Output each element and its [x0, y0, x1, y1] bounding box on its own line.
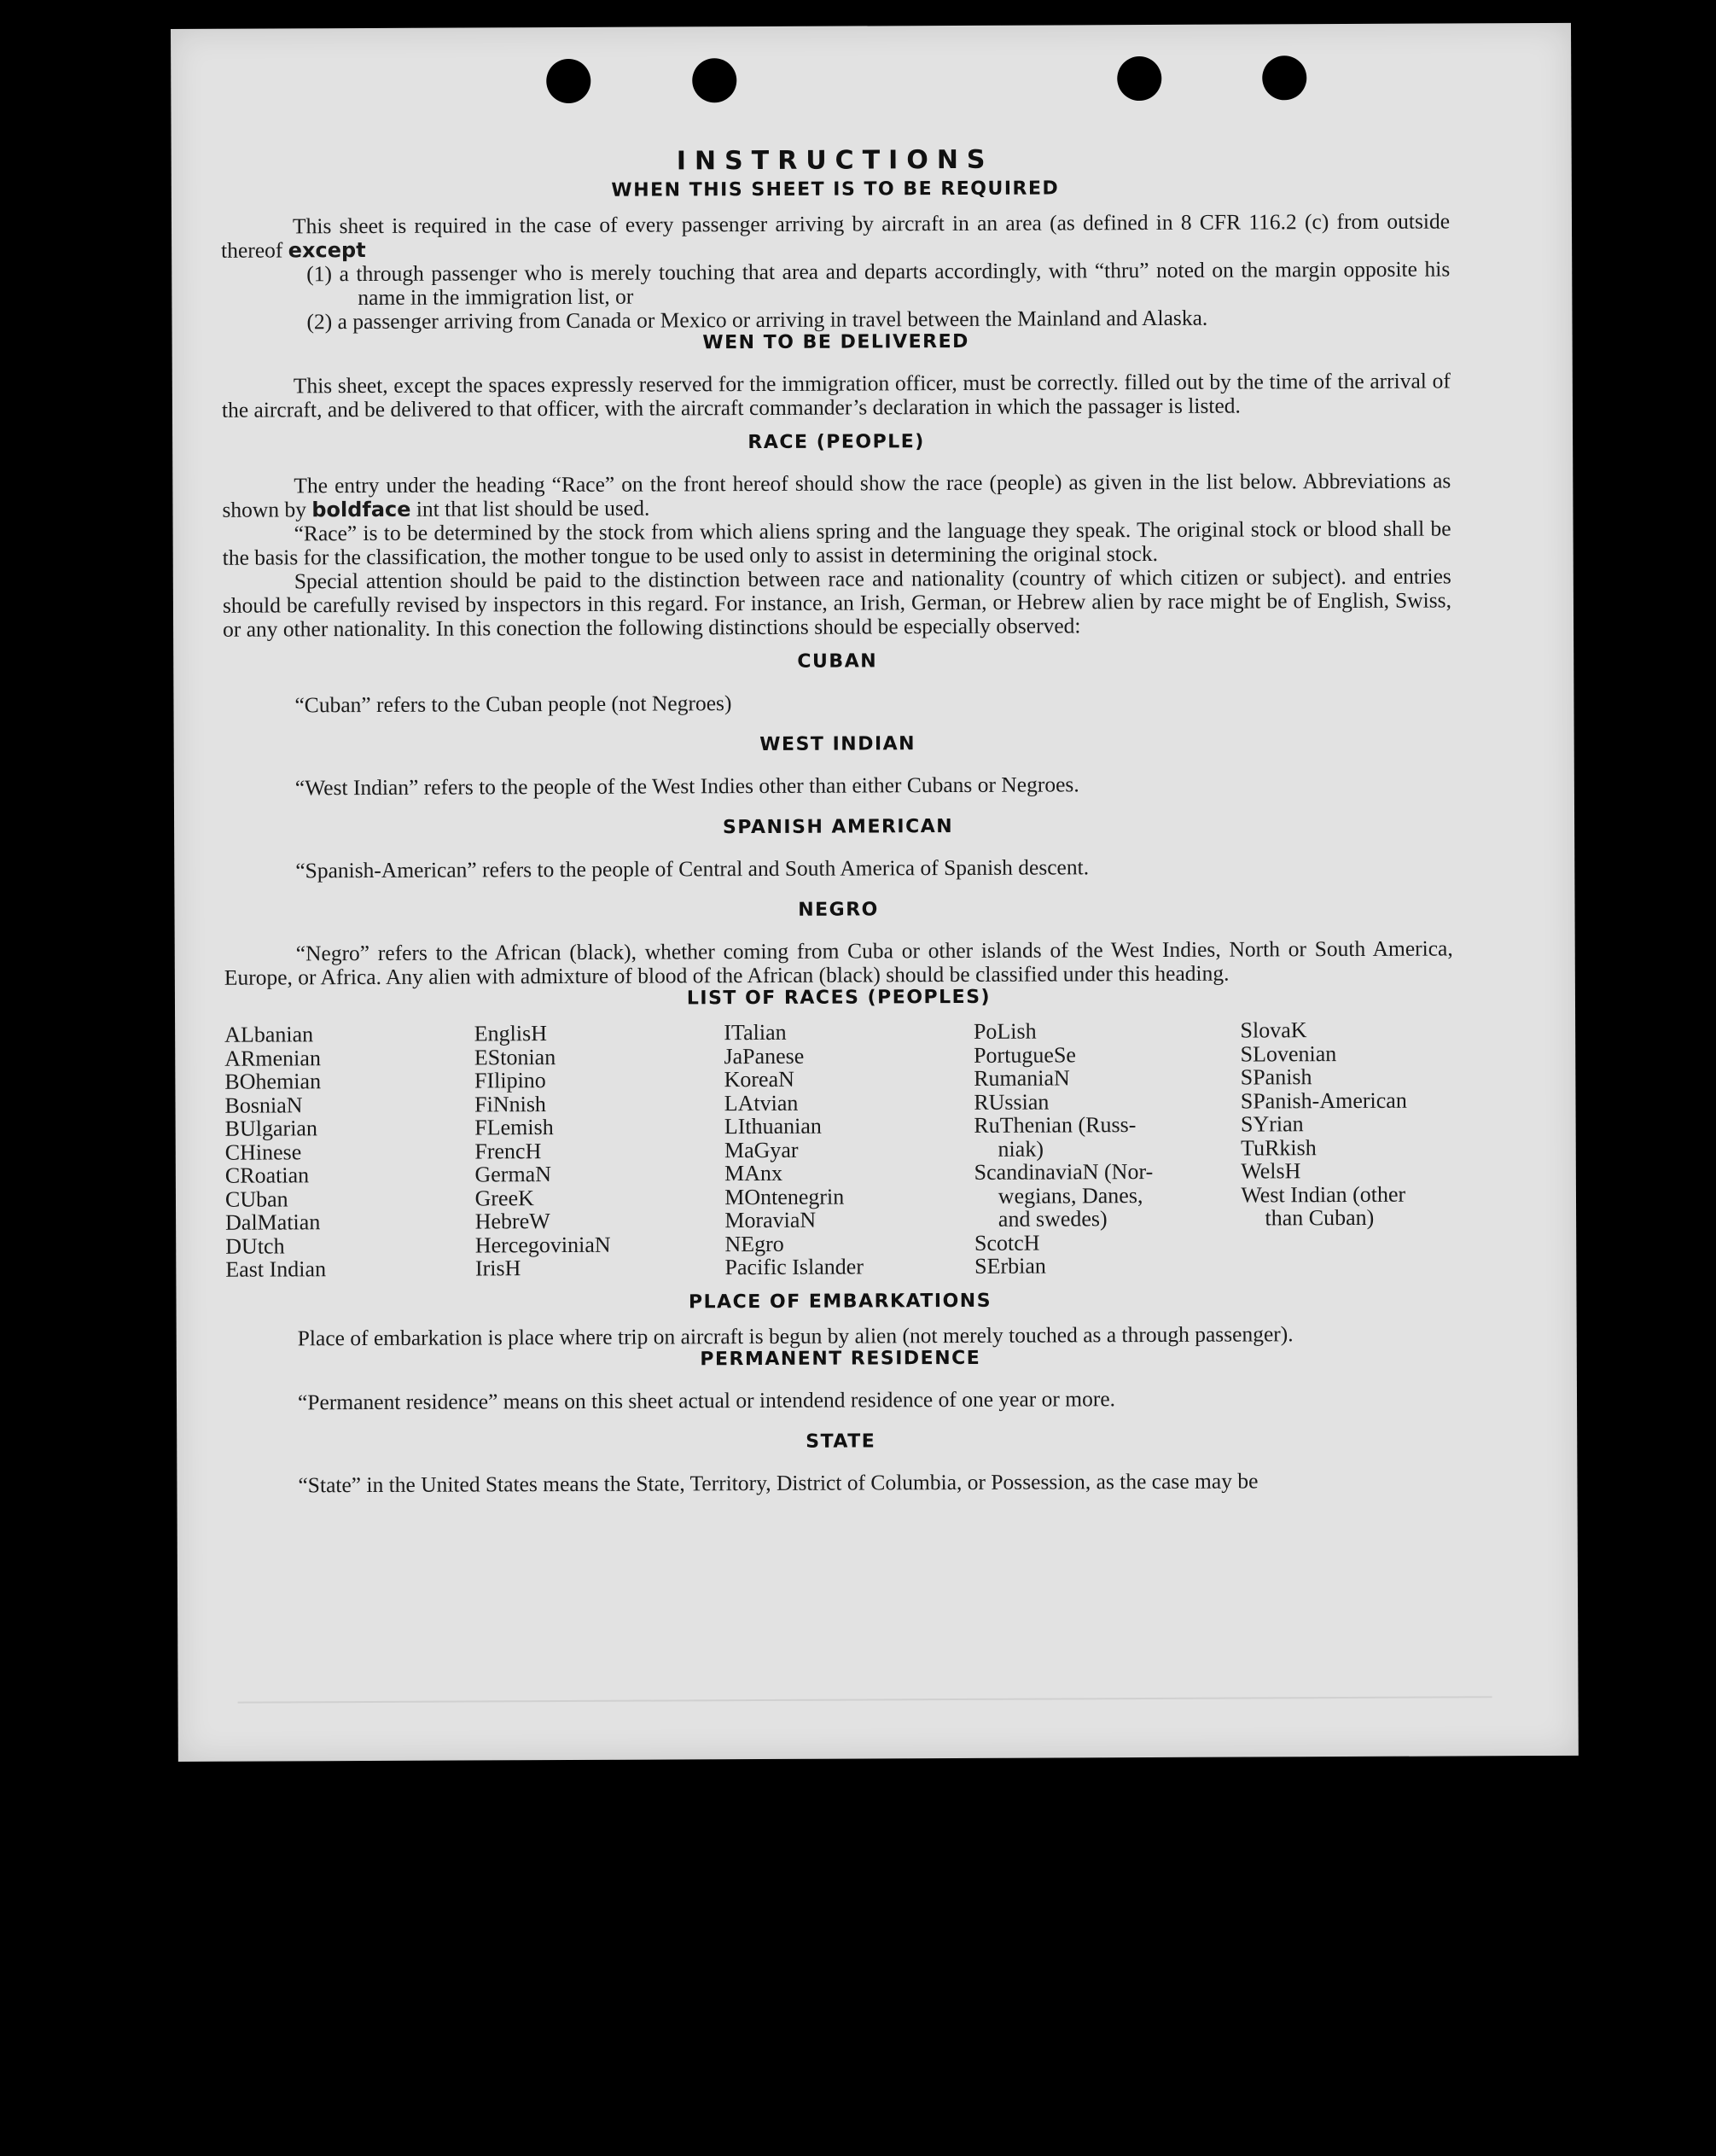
list-item-continued: and swedes)	[998, 1206, 1108, 1232]
list-item: SLovenian	[1240, 1040, 1337, 1067]
list-item: CRoatian	[224, 1162, 310, 1188]
heading-spanish-american: SPANISH AMERICAN	[722, 816, 954, 839]
embarkation-text: Place of embarkation is place where trip on aircraft is begun by alien (not merely touched as a through passenger).	[297, 1320, 1294, 1350]
list-item: LAtvian	[724, 1090, 799, 1116]
list-item: ScandinaviaN (Nor-	[974, 1158, 1154, 1185]
list-item: BosniaN	[224, 1092, 303, 1118]
races-column-3	[724, 1020, 974, 1279]
list-item: DUtch	[225, 1232, 285, 1259]
list-item: GreeK	[474, 1185, 534, 1210]
cuban-text: “Cuban” refers to the Cuban people (not Negroes)	[294, 691, 732, 718]
exception-item-1: (1) a through passenger who is merely touching that area and departs accordingly, with “thru” noted on the margin opposite his name in the immigration list, or	[306, 256, 1451, 311]
list-item: EStonian	[474, 1044, 556, 1069]
list-item: ARmenian	[224, 1045, 321, 1071]
races-column-1	[224, 1022, 475, 1281]
list-item: ITalian	[724, 1019, 787, 1046]
punch-hole	[692, 58, 736, 102]
list-item: HercegoviniaN	[474, 1232, 611, 1257]
list-item: MOntenegrin	[724, 1184, 845, 1209]
list-item: CHinese	[224, 1139, 302, 1165]
heading-list-of-races: LIST OF RACES (PEOPLES)	[686, 986, 992, 1010]
heading-permanent-residence: PERMANENT RESIDENCE	[700, 1347, 981, 1370]
list-item: FiNnish	[474, 1091, 546, 1116]
list-item-continued: niak)	[998, 1136, 1044, 1162]
races-list	[224, 1017, 1454, 1281]
delivered-text: This sheet, except the spaces expressly reserved for the immigration officer, must be correctly. filled out by the time of the arrival of the aircraft, and be delivered to that officer, with the aircraft commander’s declaration in which the passager is listed.	[221, 368, 1451, 422]
negro-text: “Negro” refers to the African (black), whether coming from Cuba or other islands of the West Indies, North or South America, Europe, or Africa. Any alien with admixture of blood of the African (black) should be classified under this heading.	[224, 935, 1453, 990]
list-item: ScotcH	[974, 1230, 1040, 1256]
except-bold: except	[288, 238, 366, 263]
list-item: MaGyar	[724, 1137, 799, 1162]
list-item: JaPanese	[724, 1043, 805, 1069]
list-item: HebreW	[474, 1209, 550, 1234]
exception-item-2: (2) a passenger arriving from Canada or Mexico or arriving in travel between the Mainland and Alaska.	[306, 305, 1208, 335]
list-item: RUssian	[974, 1089, 1050, 1115]
divider	[238, 1696, 1492, 1703]
list-item: Pacific Islander	[724, 1254, 864, 1280]
heading-negro: NEGRO	[798, 899, 879, 921]
list-item: IrisH	[474, 1256, 521, 1281]
heading-when-delivered: WEN TO BE DELIVERED	[702, 330, 969, 354]
list-item: FrencH	[474, 1138, 542, 1163]
state-text: “State” in the United States means the State, Territory, District of Columbia, or Possession, as the case may be	[298, 1467, 1259, 1497]
list-item: BOhemian	[224, 1069, 322, 1094]
list-item: WelsH	[1241, 1158, 1301, 1184]
list-item: East Indian	[225, 1256, 327, 1282]
punch-hole	[1117, 56, 1161, 101]
required-intro: This sheet is required in the case of every passenger arriving by aircraft in an area (as defined in 8 CFR 116.2 (c) from outside thereof except	[221, 208, 1451, 263]
list-item: RuThenian (Russ-	[974, 1112, 1137, 1138]
race-paragraph-1: The entry under the heading “Race” on the front hereof should show the race (people) as given in the list below. Abbreviations as shown by boldface int that list should be used.	[222, 468, 1451, 522]
heading-when-required: WHEN THIS SHEET IS TO BE REQUIRED	[611, 178, 1060, 201]
list-item: RumaniaN	[974, 1065, 1070, 1091]
punch-hole	[1262, 55, 1306, 100]
list-item: NEgro	[724, 1231, 784, 1256]
instructions-content	[221, 143, 1456, 1497]
list-item: West Indian (other	[1241, 1181, 1406, 1208]
list-item: MoraviaN	[724, 1207, 817, 1233]
heading-west-indian: WEST INDIAN	[759, 733, 916, 755]
races-column-5	[1240, 1017, 1454, 1277]
list-item: MAnx	[724, 1160, 783, 1186]
list-item: DalMatian	[225, 1209, 321, 1235]
list-item: SPanish	[1240, 1064, 1312, 1090]
boldface-bold: boldface	[311, 497, 411, 522]
heading-state: STATE	[806, 1430, 876, 1453]
west-indian-text: “West Indian” refers to the people of the West Indies other than either Cubans or Negroes.	[294, 772, 1079, 801]
heading-place-of-embarkation: PLACE OF EMBARKATIONS	[688, 1290, 992, 1313]
residence-text: “Permanent residence” means on this sheet actual or intendend residence of one year or more.	[297, 1385, 1116, 1414]
list-item: KoreaN	[724, 1066, 794, 1093]
races-column-2	[474, 1021, 725, 1280]
list-item: SPanish-American	[1240, 1087, 1407, 1114]
document-page	[171, 23, 1579, 1762]
list-item: FIlipino	[474, 1068, 546, 1093]
list-item: PoLish	[973, 1018, 1037, 1044]
page-title: INSTRUCTIONS	[676, 144, 994, 177]
list-item: SlovaK	[1240, 1017, 1307, 1043]
spanish-american-text: “Spanish-American” refers to the people of Central and South America of Spanish descent.	[295, 854, 1090, 883]
punch-hole	[546, 59, 590, 103]
list-item: ALbanian	[224, 1022, 314, 1047]
list-item-continued: wegians, Danes,	[998, 1182, 1143, 1209]
races-column-4	[974, 1019, 1242, 1279]
list-item: TuRkish	[1241, 1134, 1317, 1161]
heading-race: RACE (PEOPLE)	[747, 431, 925, 454]
list-item: PortugueSe	[973, 1041, 1076, 1068]
list-item: SErbian	[974, 1253, 1046, 1279]
heading-cuban: CUBAN	[797, 650, 878, 673]
list-item: FLemish	[474, 1115, 554, 1140]
list-item: LIthuanian	[724, 1113, 822, 1139]
list-item: EnglisH	[474, 1021, 548, 1046]
list-item: GermaN	[474, 1162, 552, 1187]
list-item-continued: than Cuban)	[1265, 1204, 1375, 1231]
race-paragraph-3: Special attention should be paid to the distinction between race and nationality (country of which citizen or subject). and entries should be carefully revised by inspectors in this regard. For instance, an Irish, German, or Hebrew alien by race might be of English, Swiss, or any other nationality. In this conection the following distinctions should be especially observed:	[222, 563, 1451, 642]
race-paragraph-2: “Race” is to be determined by the stock from which aliens spring and the language they speak. The original stock or blood shall be the basis for the classification, the mother tongue to be used only to assist in determining the original stock.	[222, 516, 1451, 570]
list-item: SYrian	[1240, 1111, 1304, 1137]
list-item: BUlgarian	[224, 1116, 317, 1141]
list-item: CUban	[224, 1186, 288, 1212]
